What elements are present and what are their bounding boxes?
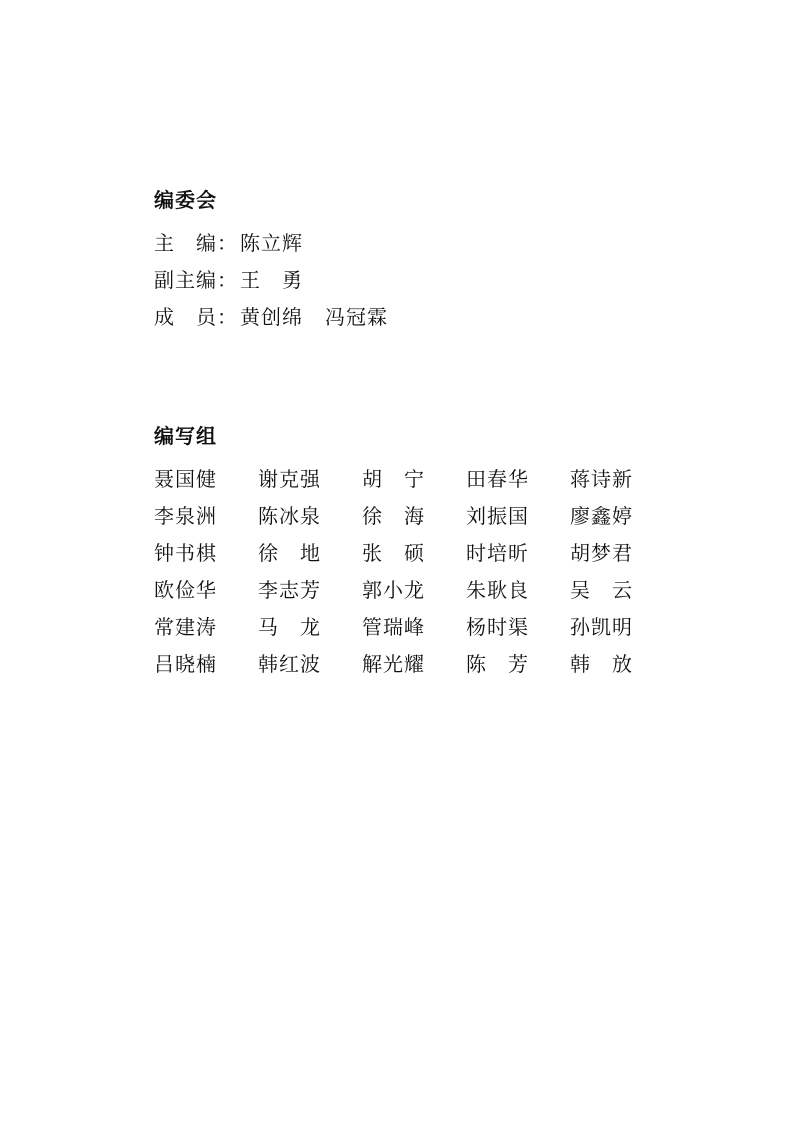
- writer-name: 朱耿良: [466, 578, 529, 602]
- committee-row-editor: [154, 229, 410, 266]
- member-name: 陈立辉: [240, 231, 303, 255]
- writer-name: 吴 云: [570, 578, 633, 602]
- writer-name: 欧俭华: [154, 578, 217, 602]
- writer-name: 马 龙: [258, 615, 321, 639]
- writer-name: 陈冰泉: [258, 504, 321, 528]
- committee-list: [154, 229, 410, 340]
- writer-name: 谢克强: [258, 467, 321, 491]
- writer-name: 廖鑫婷: [570, 504, 633, 528]
- writer-name: 徐 海: [362, 504, 425, 528]
- writer-name: 刘振国: [466, 504, 529, 528]
- writer-name: 解光耀: [362, 652, 425, 676]
- writer-name: 韩红波: [258, 652, 321, 676]
- role-label: 主 编：: [154, 231, 238, 255]
- member-names: [240, 229, 325, 257]
- writer-name: 杨时渠: [466, 615, 529, 639]
- committee-heading: 编委会: [154, 188, 217, 212]
- member-name: 王 勇: [240, 268, 303, 292]
- writer-name: 陈 芳: [466, 652, 529, 676]
- role-label: 成 员：: [154, 305, 238, 329]
- writer-name: 田春华: [466, 467, 529, 491]
- committee-row-members: [154, 303, 410, 340]
- writer-name: 韩 放: [570, 652, 633, 676]
- writer-name: 钟书棋: [154, 541, 217, 565]
- writer-name: 时培昕: [466, 541, 529, 565]
- writer-name: 郭小龙: [362, 578, 425, 602]
- writer-name: 聂国健: [154, 467, 217, 491]
- member-names: [240, 303, 410, 331]
- writers-grid: [154, 465, 640, 687]
- writer-name: 李志芳: [258, 578, 321, 602]
- writer-name: 管瑞峰: [362, 615, 425, 639]
- writer-name: 吕晓楠: [154, 652, 217, 676]
- writer-name: 胡 宁: [362, 467, 425, 491]
- writers-heading: 编写组: [154, 424, 217, 448]
- member-name: 黄创绵: [240, 305, 303, 329]
- writer-name: 胡梦君: [570, 541, 633, 565]
- writer-name: 李泉洲: [154, 504, 217, 528]
- committee-row-deputy-editor: [154, 266, 410, 303]
- writer-name: 徐 地: [258, 541, 321, 565]
- member-name: 冯冠霖: [325, 305, 388, 329]
- role-label: 副主编：: [154, 268, 238, 292]
- writer-name: 蒋诗新: [570, 467, 633, 491]
- writer-name: 张 硕: [362, 541, 425, 565]
- member-names: [240, 266, 325, 294]
- writer-name: 常建涛: [154, 615, 217, 639]
- writer-name: 孙凯明: [570, 615, 633, 639]
